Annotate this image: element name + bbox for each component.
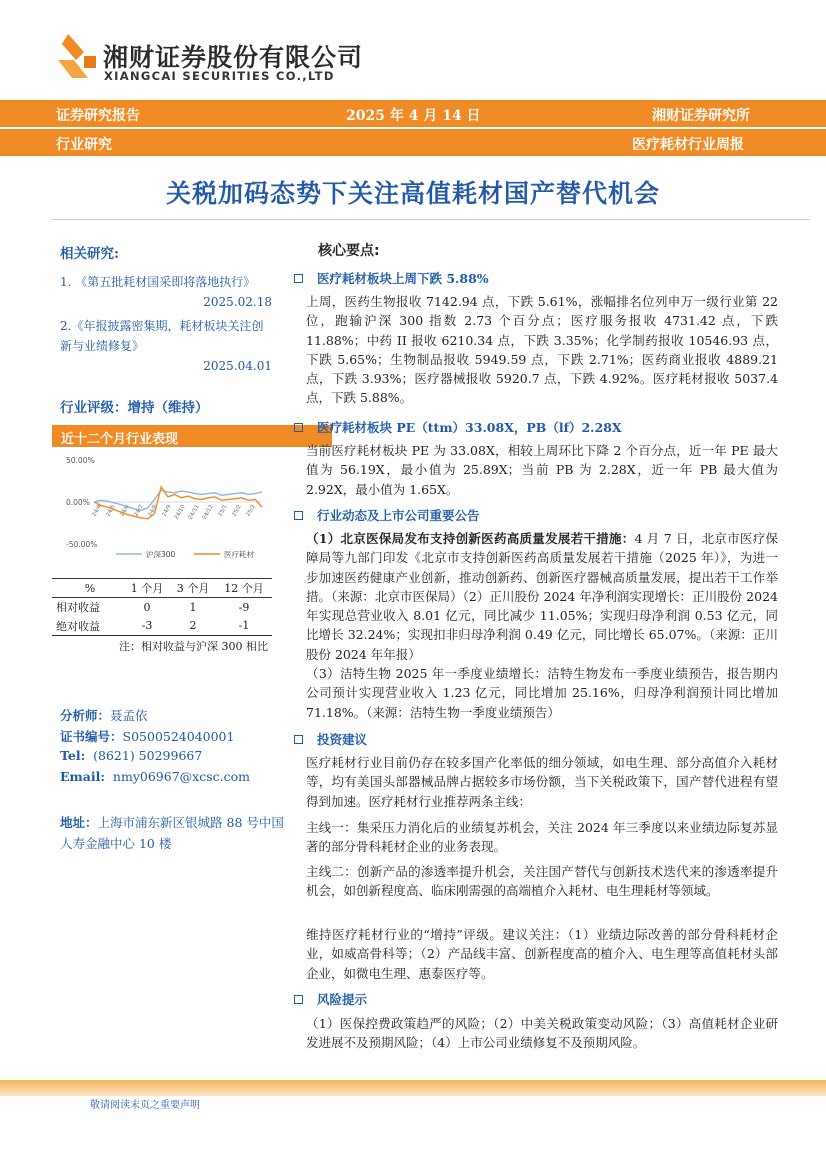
institute-name: 湘财证券研究所 (652, 108, 750, 124)
section-paragraph: 主线二：创新产品的渗透率提升机会，关注国产替代与创新技术迭代来的渗透率提升机会，如创新程度高、临床刚需强的高端植介入耗材、电生理耗材等领域。 (306, 864, 778, 899)
page-title: 关税加码态势下关注高值耗材国产替代机会 (165, 179, 660, 208)
checkbox-bullet-icon (294, 423, 303, 432)
analyst-email[interactable]: nmy06967@xcsc.com (112, 769, 250, 784)
related-item-title[interactable]: 《年报披露密集期，耗材板块关注创新与业绩修复》 (60, 319, 264, 353)
analyst-cert-row: 证书编号：S0500524040001 (60, 729, 235, 744)
industry-rating: 行业评级：增持（维持） (60, 400, 209, 416)
analyst-cert: S0500524040001 (122, 729, 235, 744)
section-heading: 医疗耗材板块 PE（ttm）33.08X，PB（lf）2.28X (294, 418, 622, 436)
title-divider (52, 219, 810, 220)
y-tick-label: -50.00% (66, 540, 98, 549)
table-row: 相对收益 0 1 -9 (56, 600, 250, 615)
analyst-email-row: Email: nmy06967@xcsc.com (60, 769, 250, 784)
section-heading: 投资建议 (294, 730, 367, 748)
news-paragraph: （1）北京医保局发布支持创新医药高质量发展若干措施：4 月 7 日，北京市医疗保障局等九部门印发《北京市支持创新医药高质量发展若干措施（2025 年）》，为进一步加速医药健康产业创新，推动创新药、创新医疗器械高质量发展，提出若干工作举措。（来源：北京市医保局）（2）正川股份 2024 年净利润实现增长：正川股份 2024 年实现总营业收入 8.01 亿元，同比减少 11.05%；实现归母净利润 0.53 亿元，同比增长 32.24%；实现扣非归母净利润 0.49 亿元，同比增长 65.07%。（来源：正川股份 2024 年年报） (306, 531, 779, 662)
performance-table (52, 578, 272, 636)
section-paragraph: （1）医保控费政策趋严的风险；（2）中美关税政策变动风险；（3）高值耗材企业研发进展不及预期风险；（4）上市公司业绩修复不及预期风险。 (306, 1016, 778, 1051)
table-header-row: % 1 个月 3 个月 12 个月 (52, 579, 272, 598)
related-item[interactable]: 2.《年报披露密集期，耗材板块关注创新与业绩修复》 2025.04.01 (60, 316, 272, 376)
section-paragraph: 医疗耗材行业目前仍存在较多国产化率低的细分领域，如电生理、部分高值介入耗材等，均有美国头部器械品牌占据较多市场份额，当下关税政策下，国产替代进程有望得到加速。医疗耗材行业推荐两条主线： (306, 755, 778, 809)
header-band-bottom (0, 129, 826, 156)
analyst-tel: (8621) 50299667 (93, 748, 203, 763)
section-paragraph: 维持医疗耗材行业的“增持”评级。建议关注：（1）业绩边际改善的部分骨科耗材企业，如威高骨科等；（2）产品线丰富、创新程度高的植介入、电生理等高值耗材头部企业，如微电生理、惠泰医疗等。 (306, 927, 778, 981)
checkbox-bullet-icon (294, 511, 303, 520)
section-heading: 医疗耗材板块上周下跌 5.88% (294, 269, 489, 287)
related-item-date: 2025.02.18 (203, 295, 272, 309)
x-tick-label: 24/5 (105, 504, 117, 518)
x-tick-label: 24/6 (119, 504, 131, 518)
company-logo-icon (54, 30, 98, 86)
section-heading: 风险提示 (294, 990, 367, 1008)
analyst-name: 聂孟依 (110, 708, 148, 723)
news-paragraph: （3）洁特生物 2025 年一季度业绩增长：洁特生物发布一季度业绩预告，报告期内公司预计实现营业收入 1.23 亿元，同比增加 25.16%，归母净利润预计同比增加 71.18%。（来源：洁特生物一季度业绩预告） (306, 666, 778, 720)
performance-chart (52, 452, 332, 570)
report-category: 行业研究 (56, 137, 112, 153)
performance-heading-bar (52, 425, 332, 447)
header-band-top (0, 100, 826, 127)
footer-disclaimer: 敬请阅读末页之重要声明 (90, 1100, 200, 1111)
legend-label: 医疗耗材 (224, 550, 254, 559)
performance-heading: 近十二个月行业表现 (61, 432, 179, 447)
x-tick-label: 24/4 (91, 504, 103, 518)
x-tick-label: 24/12 (201, 504, 215, 521)
company-name-en: XIANGCAI SECURITIES CO.,LTD (104, 69, 335, 83)
x-tick-label: 24/10 (173, 504, 187, 521)
section-paragraph: 当前医疗耗材板块 PE 为 33.08X，相较上周环比下降 2 个百分点，近一年 PE 最大值为 56.19X，最小值为 25.89X；当前 PB 为 2.28X，近一年 PB 最大值为 2.92X，最小值为 1.65X。 (306, 443, 778, 497)
report-type: 证券研究报告 (56, 108, 140, 124)
section-paragraph: 上周，医药生物报收 7142.94 点，下跌 5.61%，涨幅排名位列申万一级行业第 22 位，跑输沪深 300 指数 2.73 个百分点；医疗服务报收 4731.42 点，下跌 11.88%；中药 II 报收 6210.34 点，下跌 3.35%；化学制药报收 10546.93 点，下跌 5.65%；生物制品报收 5949.59 点，下跌 2.71%；医药商业报收 4889.21 点，下跌 3.93%；医疗器械报收 5920.7 点，下跌 4.92%。医疗耗材报收 5037.4 点，下跌 5.88%。 (306, 294, 778, 406)
report-date: 2025 年 4 月 14 日 (346, 108, 481, 124)
section-heading: 行业动态及上市公司重要公告 (294, 506, 480, 524)
section-paragraph: 主线一：集采压力消化后的业绩复苏机会，关注 2024 年三季度以来业绩边际复苏显著的部分骨科耗材企业的业务表现。 (306, 820, 778, 855)
related-item-title[interactable]: 《第五批耗材国采即将落地执行》 (75, 275, 256, 289)
address: 地址：上海市浦东新区银城路 88 号中国人寿金融中心 10 楼 (60, 815, 284, 851)
analyst-name-row: 分析师：聂孟依 (60, 708, 148, 723)
table-note: 注：相对收益与沪深 300 相比 (119, 640, 268, 653)
footer-band (0, 1080, 826, 1096)
related-item[interactable]: 1. 《第五批耗材国采即将落地执行》 2025.02.18 (60, 272, 272, 312)
legend-label: 沪深300 (146, 550, 176, 559)
related-item-date: 2025.04.01 (203, 359, 272, 373)
related-research-list (60, 272, 272, 380)
related-research-heading: 相关研究: (60, 246, 119, 262)
checkbox-bullet-icon (294, 735, 303, 744)
x-tick-label: 24/8 (147, 504, 159, 518)
analyst-tel-row: Tel: (8621) 50299667 (60, 748, 203, 763)
company-name-cn: 湘财证券股份有限公司 (103, 43, 364, 72)
x-tick-label: 25/1 (217, 504, 229, 518)
y-tick-label: 50.00% (66, 456, 95, 465)
x-tick-label: 24/7 (133, 504, 145, 518)
checkbox-bullet-icon (294, 995, 303, 1004)
table-row: 绝对收益 -3 2 -1 (52, 617, 272, 636)
y-tick-label: 0.00% (66, 498, 90, 507)
report-series: 医疗耗材行业周报 (632, 137, 744, 153)
x-tick-label: 25/2 (231, 504, 243, 518)
x-tick-label: 25/3 (245, 504, 257, 518)
core-points-heading: 核心要点: (318, 243, 380, 259)
x-tick-label: 24/9 (161, 504, 173, 518)
checkbox-bullet-icon (294, 274, 303, 283)
x-tick-label: 24/11 (187, 504, 201, 521)
